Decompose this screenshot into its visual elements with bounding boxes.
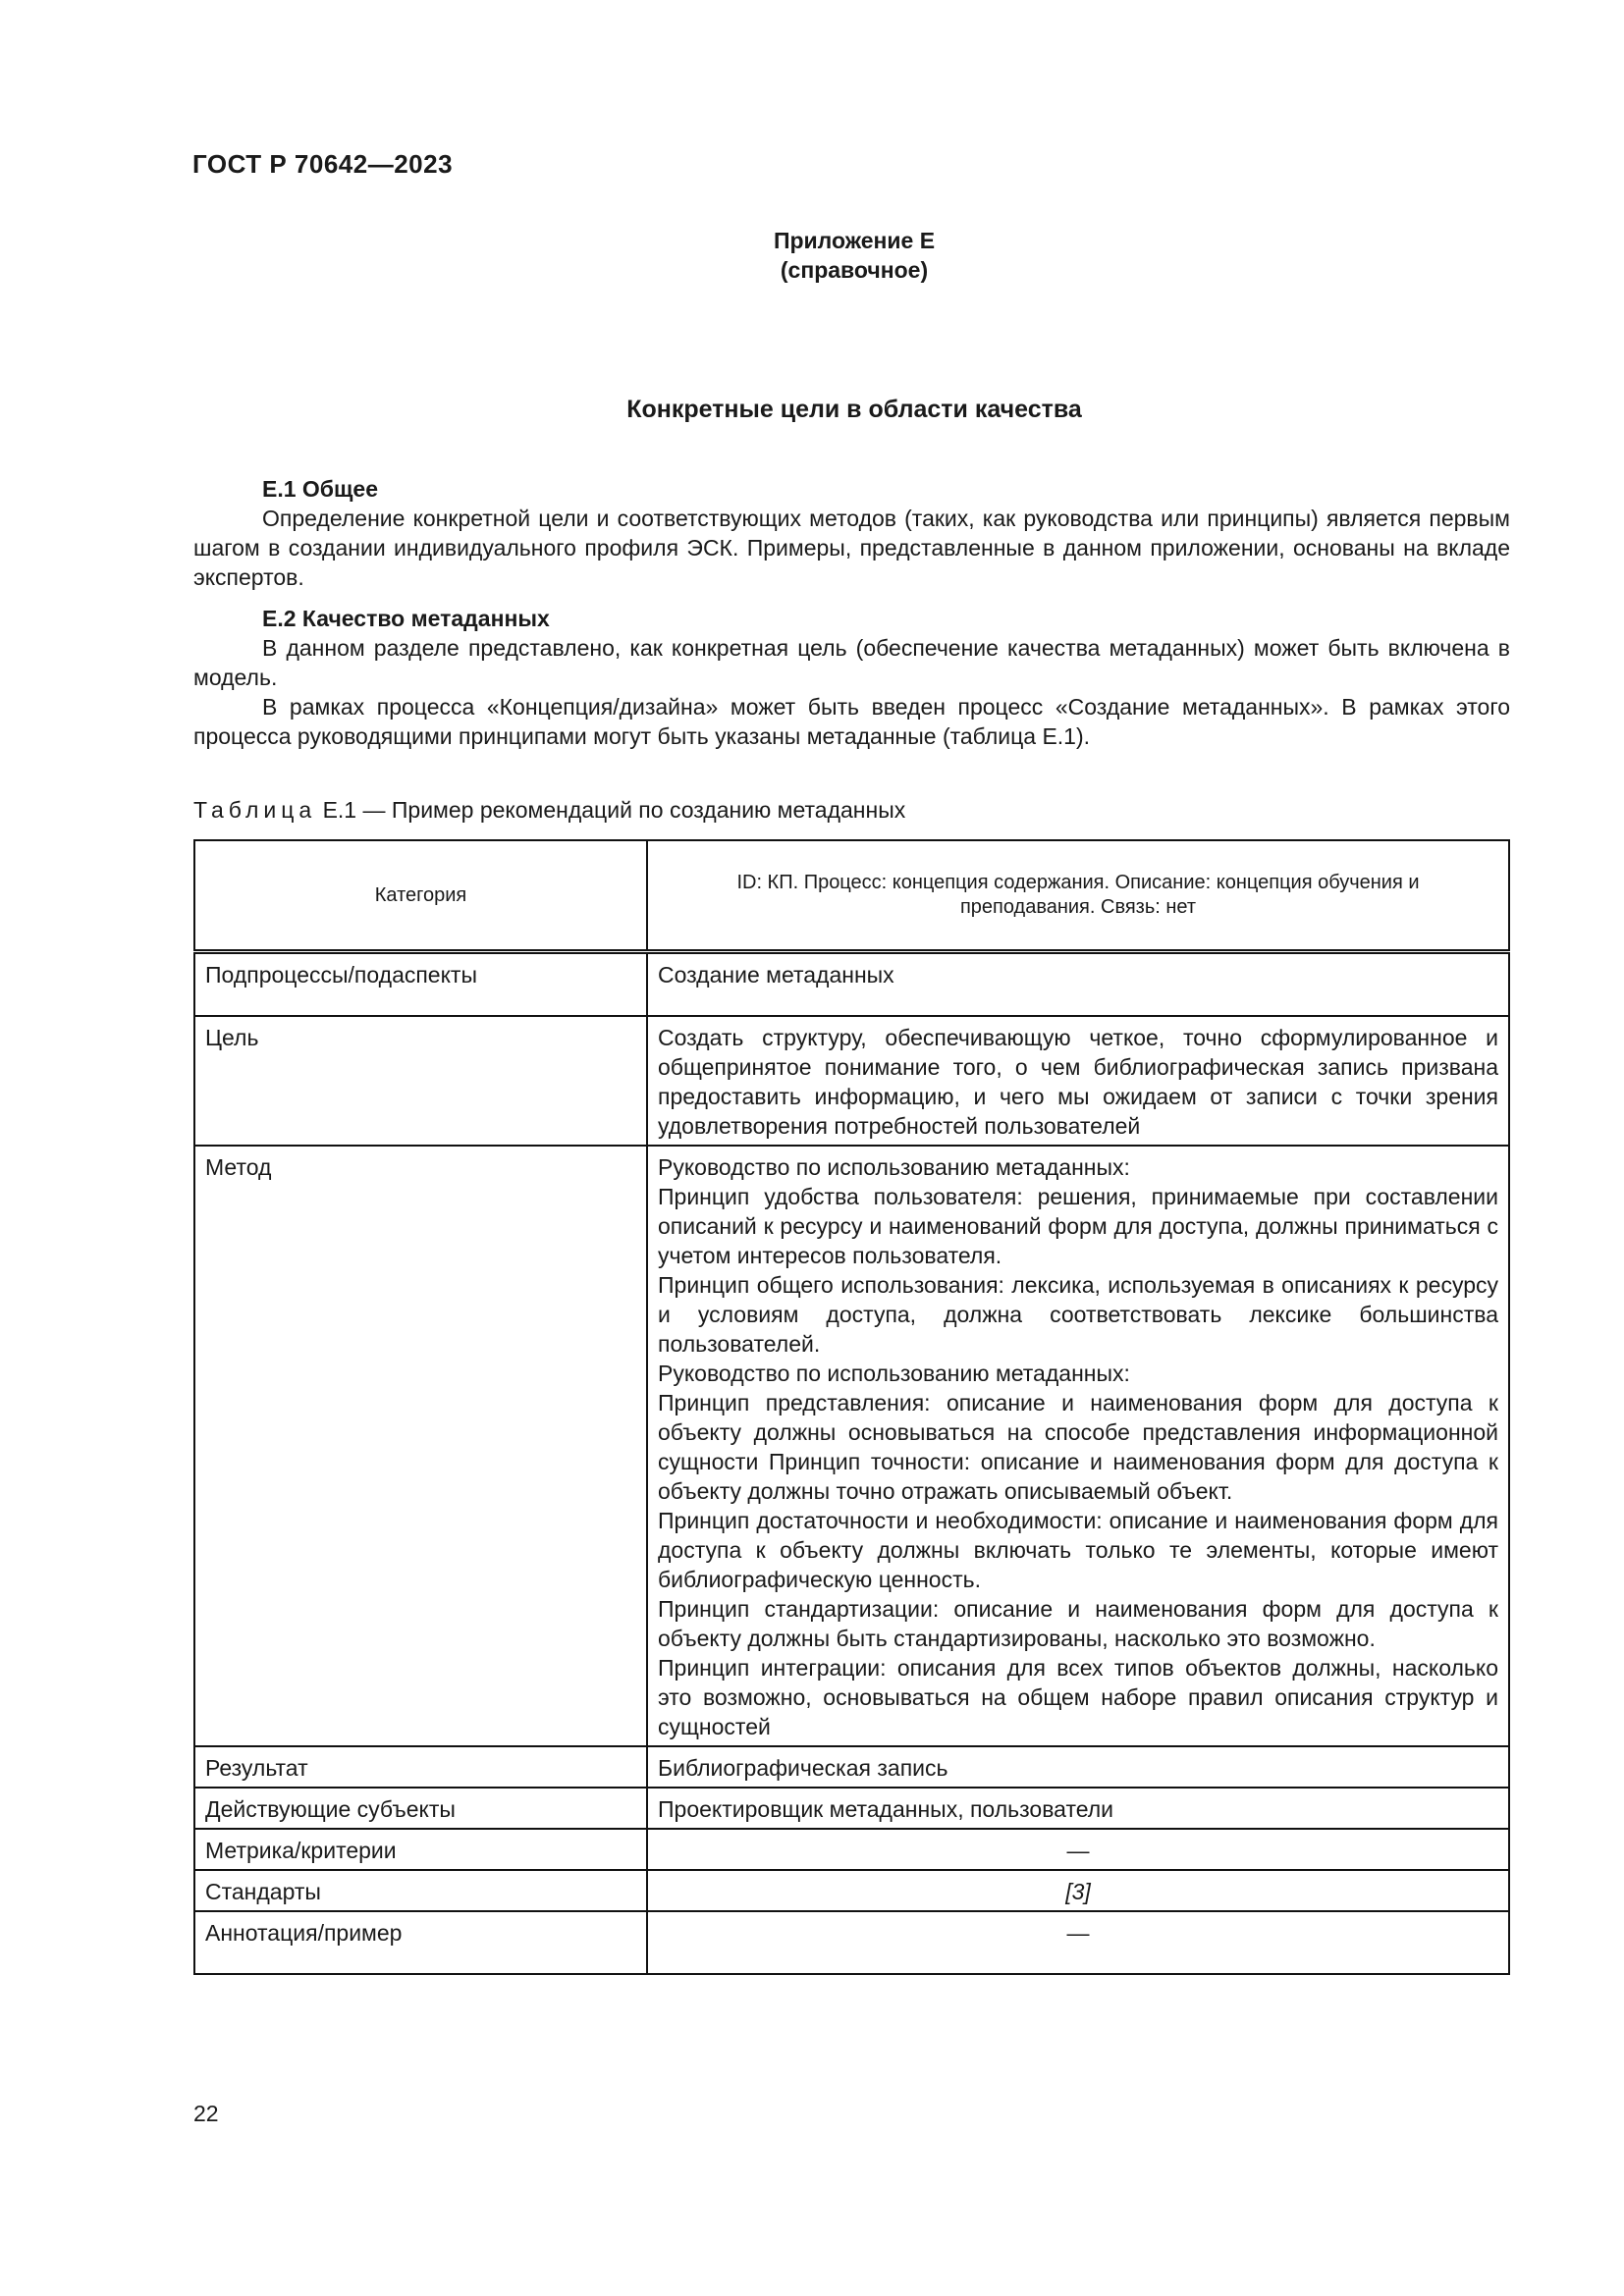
appendix-type: (справочное)	[780, 257, 929, 283]
table-row	[194, 1016, 1509, 1146]
table-row	[194, 1146, 1509, 1746]
appendix-heading	[0, 226, 1624, 285]
method-line: Руководство по использованию метаданных:	[658, 1361, 1130, 1386]
table-row	[194, 1911, 1509, 1974]
page-number: 22	[193, 2101, 219, 2126]
method-line: Принцип стандартизации: описание и наименования форм для доступа к объекту должны быть стандартизированы, насколько это возможно.	[658, 1596, 1498, 1651]
table-row	[194, 1870, 1509, 1911]
row-value: Создание метаданных	[647, 952, 1509, 1017]
method-line: Принцип удобства пользователя: решения, принимаемые при составлении описаний к ресурсу и наименований форм для доступа, должны приниматься с учетом интересов пользователя.	[658, 1184, 1498, 1268]
row-value: —	[647, 1829, 1509, 1870]
row-value: Создать структуру, обеспечивающую четкое, точно сформулированное и общепринятое понимание того, о чем библиографическая запись призвана предоставить информацию, и чего мы ожидаем от записи с точки зрения удовлетворения потребностей пользователей	[647, 1016, 1509, 1146]
row-value: Проектировщик метаданных, пользователи	[647, 1788, 1509, 1829]
paragraph-e2-2: В рамках процесса «Концепция/дизайна» может быть введен процесс «Создание метаданных». В рамках этого процесса руководящими принципами могут быть указаны метаданные (таблица Е.1).	[193, 694, 1510, 749]
paragraph-e2-1: В данном разделе представлено, как конкретная цель (обеспечение качества метаданных) может быть включена в модель.	[193, 635, 1510, 690]
header-category: Категория	[194, 840, 647, 952]
header-process: ID: КП. Процесс: концепция содержания. Описание: концепция обучения и преподавания. Связь: нет	[647, 840, 1509, 952]
section-heading-e2: Е.2 Качество метаданных	[262, 606, 550, 631]
row-label: Аннотация/пример	[194, 1911, 647, 1974]
paragraph-e1: Определение конкретной цели и соответствующих методов (таких, как руководства или принципы) является первым шагом в создании индивидуального профиля ЭСК. Примеры, представленные в данном приложении, основаны на вкладе экспертов.	[193, 506, 1510, 590]
body-text	[193, 474, 1510, 751]
row-label: Подпроцессы/подаспекты	[194, 952, 647, 1017]
method-line: Принцип представления: описание и наименования форм для доступа к объекту должны основываться на способе представления информационной сущности Принцип точности: описание и наименования форм для доступа к объекту должны точно отражать описываемый объект.	[658, 1390, 1498, 1504]
row-label: Результат	[194, 1746, 647, 1788]
section-heading-e1: Е.1 Общее	[262, 476, 378, 502]
table-header-row	[194, 840, 1509, 952]
table-row	[194, 952, 1509, 1017]
table-row	[194, 1746, 1509, 1788]
table-caption-text: Е.1 — Пример рекомендаций по созданию метаданных	[316, 797, 906, 823]
row-label: Метод	[194, 1146, 647, 1746]
method-line: Принцип интеграции: описания для всех типов объектов должны, насколько это возможно, основываться на общем наборе правил описания структур и сущностей	[658, 1655, 1498, 1739]
method-line: Принцип общего использования: лексика, используемая в описаниях к ресурсу и условиям доступа, должна соответствовать лексике большинства пользователей.	[658, 1272, 1498, 1357]
page-title: Конкретные цели в области качества	[626, 396, 1082, 423]
metadata-table	[193, 839, 1510, 1975]
row-label: Действующие субъекты	[194, 1788, 647, 1829]
method-line: Принцип достаточности и необходимости: описание и наименования форм для доступа к объекту должны включать только те элементы, которые имеют библиографическую ценность.	[658, 1508, 1498, 1592]
method-line: Руководство по использованию метаданных:	[658, 1154, 1130, 1180]
method-cell	[647, 1146, 1509, 1746]
table-caption-label: Таблица	[193, 797, 317, 823]
row-label: Цель	[194, 1016, 647, 1146]
row-value: [3]	[647, 1870, 1509, 1911]
table-row	[194, 1788, 1509, 1829]
row-value: —	[647, 1911, 1509, 1974]
row-label: Стандарты	[194, 1870, 647, 1911]
standard-header: ГОСТ Р 70642—2023	[192, 149, 454, 179]
row-label: Метрика/критерии	[194, 1829, 647, 1870]
row-value: Библиографическая запись	[647, 1746, 1509, 1788]
appendix-title: Приложение Е	[773, 228, 936, 253]
table-caption	[193, 797, 905, 824]
table-row	[194, 1829, 1509, 1870]
